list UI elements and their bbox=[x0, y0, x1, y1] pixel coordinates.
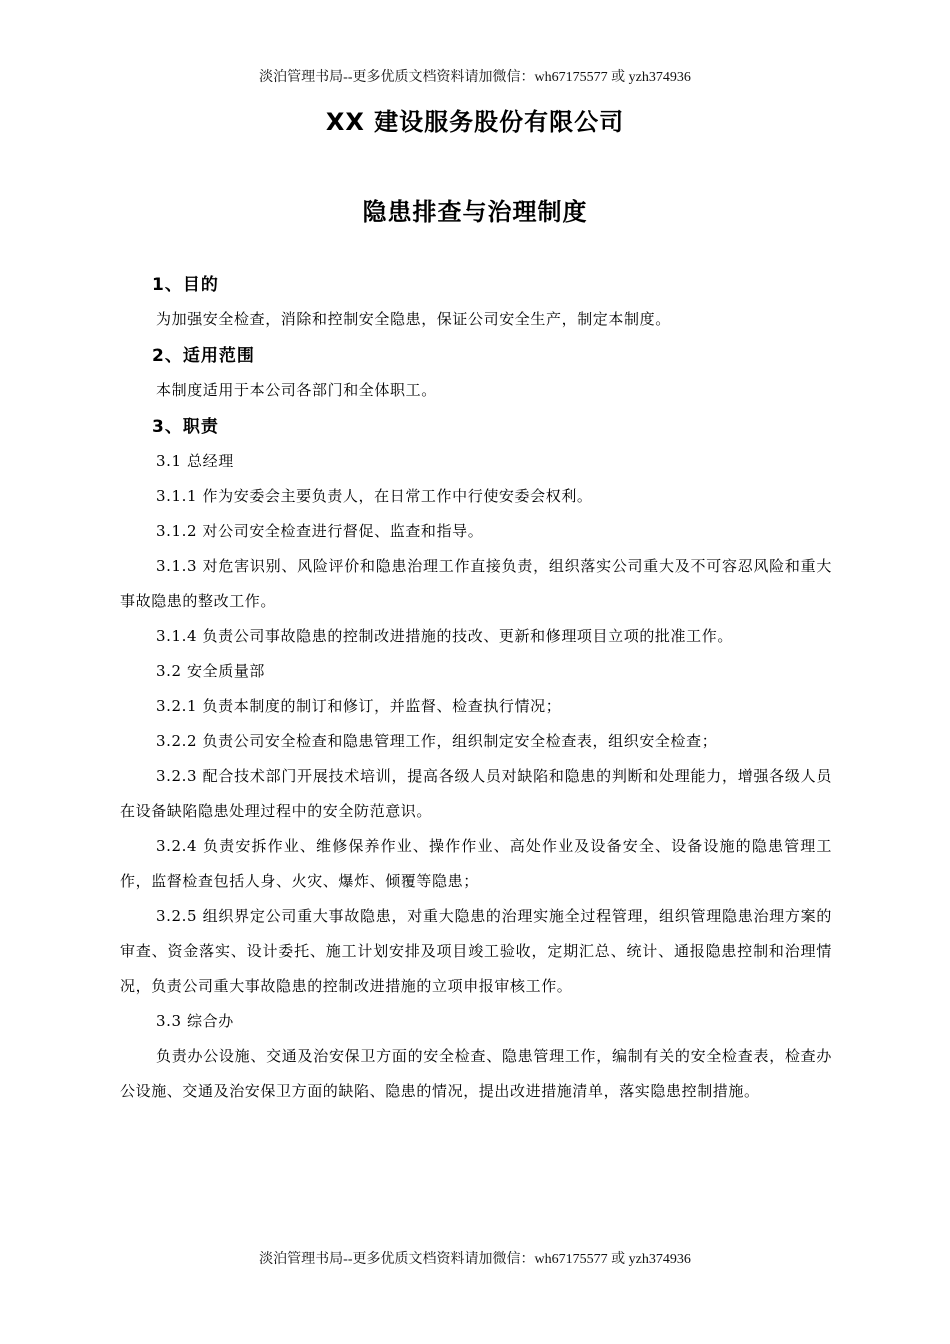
company-title: XX 建设服务股份有限公司 bbox=[325, 108, 625, 136]
header-watermark-note: 淡泊管理书局--更多优质文档资料请加微信：wh67175577 或 yzh374936 bbox=[259, 70, 691, 85]
duty-paragraph: 3.2.4 负责安拆作业、维修保养作业、操作作业、高处作业及设备安全、设备设施的隐患管理工作，监督检查包括人身、火灾、爆炸、倾覆等隐患； bbox=[120, 837, 832, 890]
duty-paragraph: 3.1.3 对危害识别、风险评价和隐患治理工作直接负责，组织落实公司重大及不可容忍风险和重大事故隐患的整改工作。 bbox=[120, 557, 832, 610]
duty-paragraph: 3.1.2 对公司安全检查进行督促、监查和指导。 bbox=[156, 522, 484, 540]
duty-paragraph: 3.3 综合办 bbox=[156, 1012, 234, 1030]
duty-paragraph: 3.1.1 作为安委会主要负责人，在日常工作中行使安委会权利。 bbox=[156, 487, 593, 505]
duty-paragraph: 3.2.2 负责公司安全检查和隐患管理工作，组织制定安全检查表，组织安全检查； bbox=[156, 732, 718, 750]
duty-paragraph: 3.1 总经理 bbox=[156, 452, 234, 470]
duty-paragraph: 3.2.1 负责本制度的制订和修订，并监督、检查执行情况； bbox=[156, 697, 562, 715]
section-text-scope: 本制度适用于本公司各部门和全体职工。 bbox=[156, 381, 437, 399]
document-body bbox=[120, 268, 832, 1109]
section-text-purpose: 为加强安全检查，消除和控制安全隐患，保证公司安全生产，制定本制度。 bbox=[156, 310, 671, 328]
footer-watermark-note: 淡泊管理书局--更多优质文档资料请加微信：wh67175577 或 yzh374936 bbox=[259, 1252, 691, 1267]
duty-paragraph: 3.2.3 配合技术部门开展技术培训，提高各级人员对缺陷和隐患的判断和处理能力，增强各级人员在设备缺陷隐患处理过程中的安全防范意识。 bbox=[120, 767, 832, 820]
duty-paragraph: 3.2.5 组织界定公司重大事故隐患，对重大隐患的治理实施全过程管理，组织管理隐患治理方案的审查、资金落实、设计委托、施工计划安排及项目竣工验收，定期汇总、统计、通报隐患控制和治理情况，负责公司重大事故隐患的控制改进措施的立项申报审核工作。 bbox=[120, 907, 832, 995]
document-title: 隐患排查与治理制度 bbox=[362, 198, 588, 226]
section-heading-duties: 3、职责 bbox=[152, 417, 219, 437]
section-heading-scope: 2、适用范围 bbox=[152, 346, 255, 366]
duty-paragraph: 负责办公设施、交通及治安保卫方面的安全检查、隐患管理工作，编制有关的安全检查表，检查办公设施、交通及治安保卫方面的缺陷、隐患的情况，提出改进措施清单，落实隐患控制措施。 bbox=[120, 1047, 832, 1100]
section-heading-purpose: 1、目的 bbox=[152, 275, 219, 295]
duty-paragraph: 3.2 安全质量部 bbox=[156, 662, 266, 680]
duty-paragraph: 3.1.4 负责公司事故隐患的控制改进措施的技改、更新和修理项目立项的批准工作。 bbox=[156, 627, 733, 645]
